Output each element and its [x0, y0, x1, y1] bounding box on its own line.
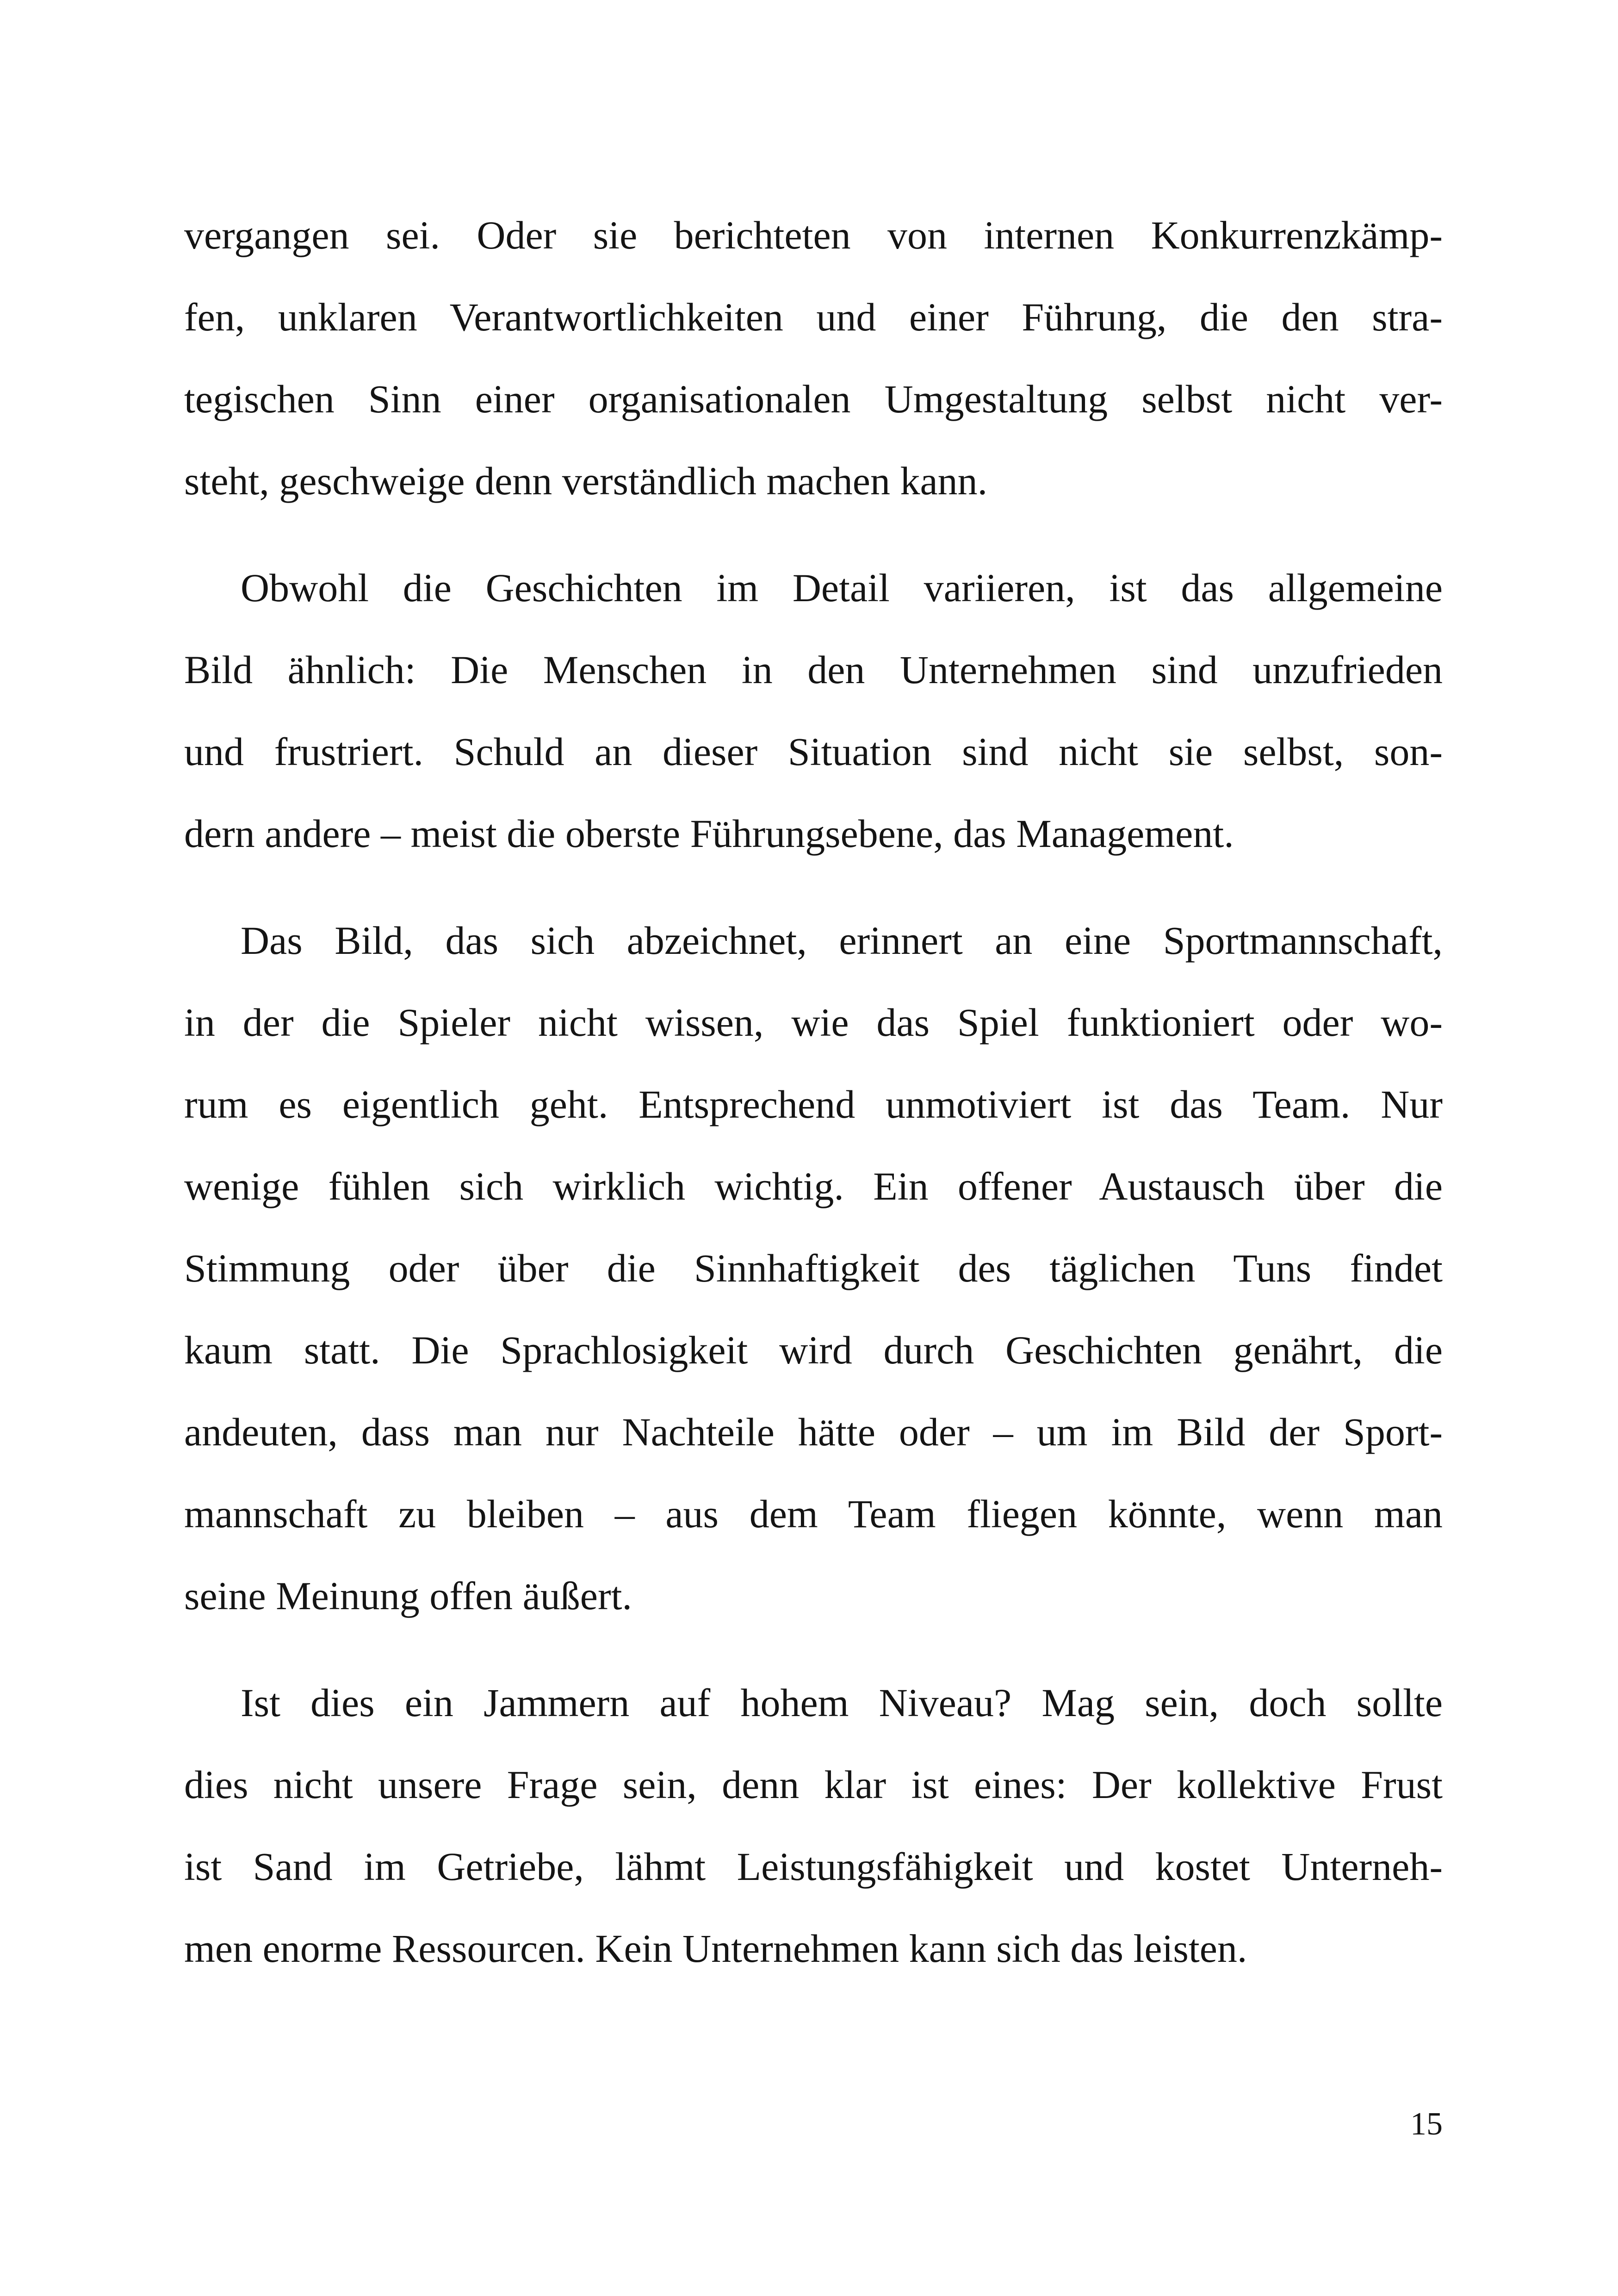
text-line: steht, geschweige denn verständlich machen kann. [184, 459, 988, 503]
paragraph-2 [184, 547, 1443, 875]
text-line: Das Bild, das sich abzeichnet, erinnert an eine Sportmannschaft, [241, 918, 1443, 963]
text-line: andeuten, dass man nur Nachteile hätte oder – um im Bild der Sport- [184, 1410, 1443, 1454]
body-text [184, 194, 1443, 1990]
text-line: dern andere – meist die oberste Führungsebene, das Management. [184, 811, 1234, 856]
text-line: ist Sand im Getriebe, lähmt Leistungsfähigkeit und kostet Unterneh- [184, 1844, 1443, 1889]
text-line: und frustriert. Schuld an dieser Situation sind nicht sie selbst, son- [184, 729, 1443, 774]
paragraph-1 [184, 194, 1443, 522]
text-line: tegischen Sinn einer organisationalen Umgestaltung selbst nicht ver- [184, 377, 1443, 421]
text-line: men enorme Ressourcen. Kein Unternehmen kann sich das leisten. [184, 1926, 1247, 1971]
page-number: 15 [1410, 2106, 1443, 2142]
text-line: in der die Spieler nicht wissen, wie das Spiel funktioniert oder wo- [184, 1000, 1443, 1045]
text-line: Stimmung oder über die Sinnhaftigkeit des täglichen Tuns findet [184, 1246, 1443, 1290]
text-line: Obwohl die Geschichten im Detail variieren, ist das allgemeine [241, 566, 1443, 610]
text-line: mannschaft zu bleiben – aus dem Team fliegen könnte, wenn man [184, 1492, 1443, 1536]
text-line: kaum statt. Die Sprachlosigkeit wird durch Geschichten genährt, die [184, 1328, 1443, 1372]
paragraph-3 [184, 900, 1443, 1637]
text-line: Bild ähnlich: Die Menschen in den Unternehmen sind unzufrieden [184, 647, 1443, 692]
text-line: dies nicht unsere Frage sein, denn klar ist eines: Der kollektive Frust [184, 1762, 1443, 1807]
text-line: seine Meinung offen äußert. [184, 1574, 632, 1618]
text-line: Ist dies ein Jammern auf hohem Niveau? Mag sein, doch sollte [241, 1680, 1443, 1725]
text-line: wenige fühlen sich wirklich wichtig. Ein offener Austausch über die [184, 1164, 1443, 1208]
text-line: rum es eigentlich geht. Entsprechend unmotiviert ist das Team. Nur [184, 1082, 1443, 1126]
paragraph-4 [184, 1662, 1443, 1990]
text-line: vergangen sei. Oder sie berichteten von internen Konkurrenzkämp- [184, 213, 1443, 257]
text-line: fen, unklaren Verantwortlichkeiten und einer Führung, die den stra- [184, 295, 1443, 339]
